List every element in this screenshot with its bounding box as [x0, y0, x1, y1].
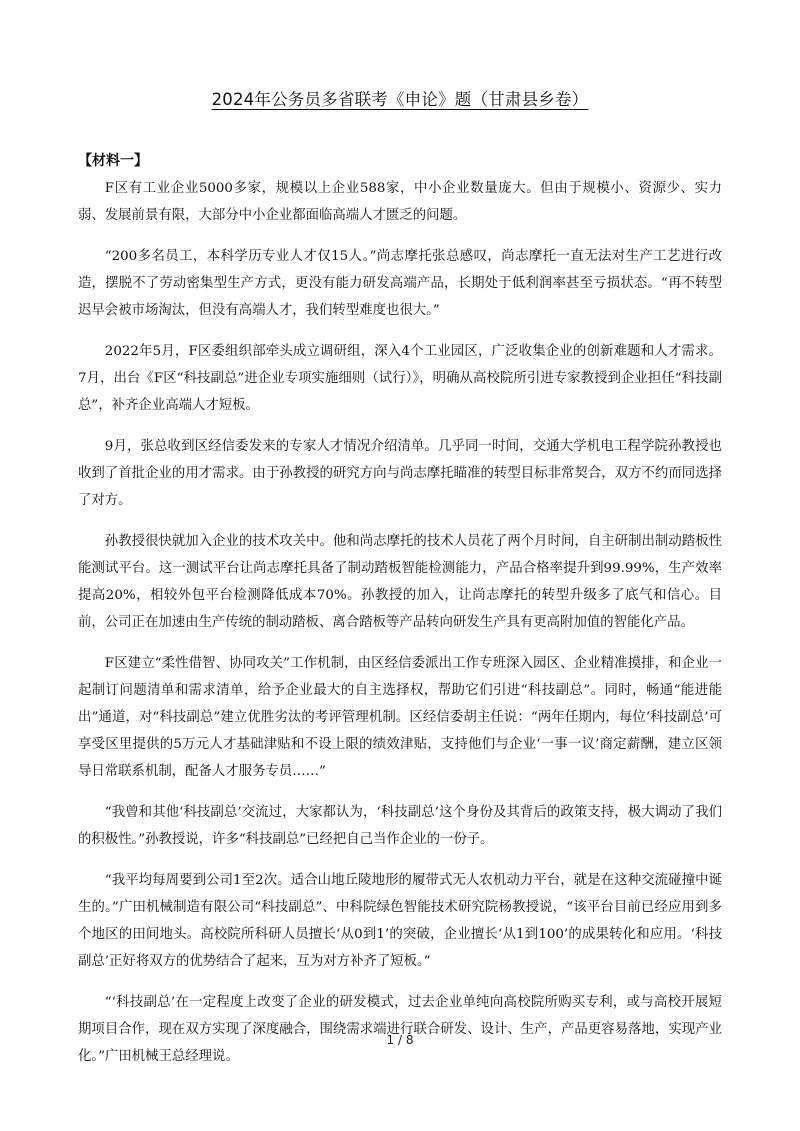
- paragraph-3: 2022年5月，F区委组织部牵头成立调研组，深入4个工业园区，广泛收集企业的创新难题和人才需求。7月，出台《F区“科技副总”进企业专项实施细则（试行）》，明确从高校院所引进专家教授到企业担任“科技副总”，补齐企业高端人才短板。: [78, 344, 722, 413]
- page-number: 1 / 8: [386, 1033, 414, 1047]
- paragraph-9: “‘科技副总’在一定程度上改变了企业的研发模式，过去企业单纯向高校院所购买专利，或与高校开展短期项目合作，现在双方实现了深度融合，围绕需求端进行联合研发、设计、生产，产品更容易落地，实现产业化。”广田机械王总经理说。: [78, 995, 722, 1064]
- document-body: [78, 175, 722, 1084]
- paragraph-1: F区有工业企业5000多家，规模以上企业588家，中小企业数量庞大。但由于规模小、资源少、实力弱、发展前景有限，大部分中小企业都面临高端人才匮乏的问题。: [78, 181, 722, 223]
- paragraph-7: “我曾和其他‘科技副总’交流过，大家都认为，‘科技副总’这个身份及其背后的政策支持，极大调动了我们的积极性。”孙教授说，许多“科技副总”已经把自己当作企业的一份子。: [78, 805, 722, 847]
- document-title: [0, 86, 800, 110]
- paragraph-5: 孙教授很快就加入企业的技术攻关中。他和尚志摩托的技术人员花了两个月时间，自主研制出制动踏板性能测试平台。这一测试平台让尚志摩托具备了制动踏板智能检测能力，产品合格率提升到99.99%，生产效率提高20%，相较外包平台检测降低成本70%。孙教授的加入，让尚志摩托的转型升级多了底气和信心。目前，公司正在加速由生产传统的制动踏板、离合踏板等产品转向研发生产具有更高附加值的智能化产品。: [78, 534, 722, 630]
- paragraph-8: “我平均每周要到公司1至2次。适合山地丘陵地形的履带式无人农机动力平台，就是在这种交流碰撞中诞生的。”广田机械制造有限公司“科技副总”、中科院绿色智能技术研究院杨教授说，“该平台目前已经应用到多个地区的田间地头。高校院所科研人员擅长‘从0到1’的突破，企业擅长‘从1到100’的成果转化和应用。‘科技副总’正好将双方的优势结合了起来，互为对方补齐了短板。”: [78, 873, 722, 969]
- section-label: 【材料一】: [78, 153, 148, 169]
- paragraph-4: 9月，张总收到区经信委发来的专家人才情况介绍清单。几乎同一时间，交通大学机电工程学院孙教授也收到了首批企业的用才需求。由于孙教授的研究方向与尚志摩托瞄准的转型目标非常契合，双方不约而同选择了对方。: [78, 439, 722, 508]
- paragraph-6: F区建立“柔性借智、协同攻关”工作机制，由区经信委派出工作专班深入园区、企业精准摸排，和企业一起制订问题清单和需求清单，给予企业最大的自主选择权，帮助它们引进“科技副总”。同时，畅通“能进能出”通道，对“科技副总”建立优胜劣汰的考评管理机制。区经信委胡主任说：“两年任期内，每位‘科技副总’可享受区里提供的5万元人才基础津贴和不设上限的绩效津贴，支持他们与企业‘一事一议’商定薪酬，建立区领导日常联系机制，配备人才服务专员……”: [78, 656, 722, 779]
- paragraph-2: “200多名员工，本科学历专业人才仅15人。”尚志摩托张总感叹，尚志摩托一直无法对生产工艺进行改造，摆脱不了劳动密集型生产方式，更没有能力研发高端产品，长期处于低利润率甚至亏损状态。“再不转型迟早会被市场淘汰，但没有高端人才，我们转型难度也很大。”: [78, 249, 722, 318]
- document-title-text: 2024年公务员多省联考《申论》题（甘肃县乡卷）: [211, 90, 589, 109]
